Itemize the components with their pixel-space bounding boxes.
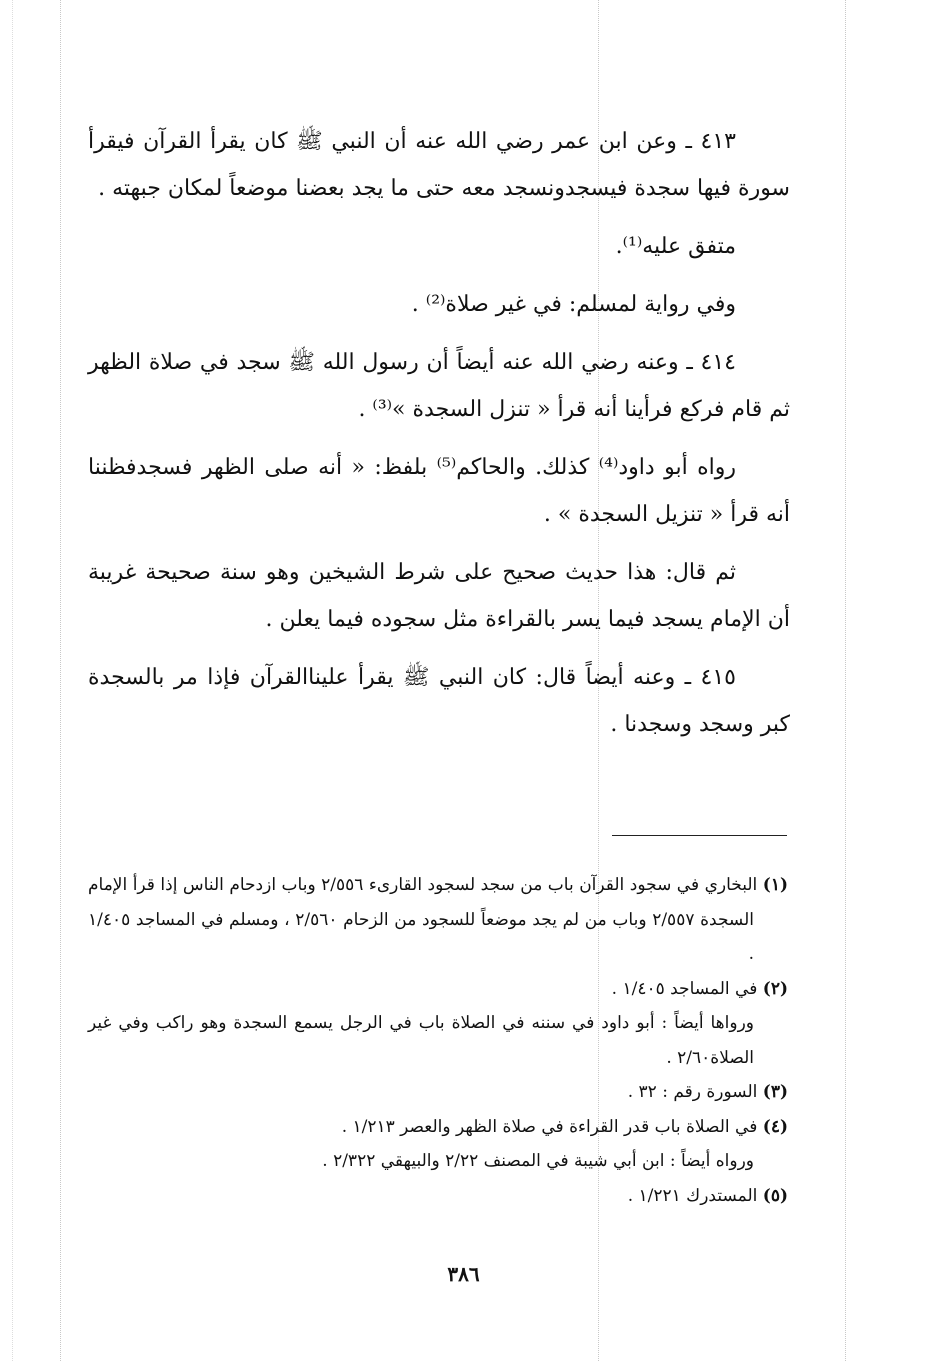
footnote-4: [88, 1110, 788, 1145]
footnote-1: [88, 868, 788, 972]
footnote-text: في المساجد ١/٤٠٥ .: [611, 978, 758, 999]
footnote-text: البخاري في سجود القرآن باب من سجد لسجود القارىء ٢/٥٥٦ وباب ازدحام الناس إذا قرأ الإمام السجدة ٢/٥٥٧ وباب من لم يجد موضعاً للسجود من الزحام ٢/٥٦٠ ، ومسلم في المساجد ١/٤٠٥ .: [88, 875, 758, 964]
footnote-text: ورواها أيضاً : أبو داود في سننه في الصلاة باب في الرجل يسمع السجدة وهو راكب وفي غير الصلاة٢/٦٠ .: [88, 1013, 754, 1068]
page-number: ٣٨٦: [447, 1262, 480, 1286]
hadith-415: ٤١٥ ـ وعنه أيضاً قال: كان النبي ﷺ يقرأ عليناالقرآن فإذا مر بالسجدة كبر وسجد وسجدنا .: [88, 665, 790, 737]
footnote-5: [88, 1179, 788, 1214]
hadith-413-variant: وفي رواية لمسلم: في غير صلاة⁽²⁾ .: [411, 292, 736, 317]
footnote-number: (٤): [762, 1116, 788, 1137]
footnote-number: (٢): [762, 978, 788, 999]
footnote-text: ورواه أيضاً : ابن أبي شيبة في المصنف ٢/٢٢ والبيهقي ٢/٣٢٢ .: [322, 1151, 754, 1171]
footnote-text: السورة رقم : ٣٢ .: [627, 1082, 758, 1102]
hadith-414-commentary: ثم قال: هذا حديث صحيح على شرط الشيخين وهو سنة صحيحة غريبة أن الإمام يسجد فيما يسر بالقراءة مثل سجوده فيما يعلن .: [88, 560, 790, 632]
footnote-2-continuation: [88, 1006, 788, 1075]
footnote-number: (١): [762, 875, 788, 895]
footnote-text: في الصلاة باب قدر القراءة في صلاة الظهر والعصر ١/٢١٣ .: [341, 1116, 758, 1137]
scan-guide-line: [12, 0, 13, 1361]
footnote-2: [88, 972, 788, 1007]
main-text: [88, 118, 790, 759]
hadith-413-source: متفق عليه⁽¹⁾.: [615, 234, 736, 259]
footnote-number: (٣): [762, 1082, 788, 1102]
scan-guide-line: [845, 0, 846, 1361]
footnotes: [88, 868, 788, 1213]
hadith-414: ٤١٤ ـ وعنه رضي الله عنه أيضاً أن رسول الله ﷺ سجد في صلاة الظهر ثم قام فركع فرأينا أنه قرأ « تنزل السجدة »⁽³⁾ .: [88, 350, 790, 422]
footnote-4-continuation: [88, 1144, 788, 1179]
hadith-413: ٤١٣ ـ وعن ابن عمر رضي الله عنه أن النبي ﷺ كان يقرأ القرآن فيقرأ سورة فيها سجدة فيسجدونسجد معه حتى ما يجد بعضنا موضعاً لمكان جبهته .: [88, 129, 790, 201]
scan-guide-line: [60, 0, 61, 1361]
footnote-divider: [612, 835, 787, 836]
footnote-3: [88, 1075, 788, 1110]
hadith-414-source: رواه أبو داود⁽⁴⁾ كذلك. والحاكم⁽⁵⁾ بلفظ: « أنه صلى الظهر فسجدفظننا أنه قرأ « تنزيل السجدة » .: [88, 455, 790, 527]
footnote-text: المستدرك ١/٢٢١ .: [627, 1185, 758, 1206]
footnote-number: (٥): [762, 1185, 788, 1206]
